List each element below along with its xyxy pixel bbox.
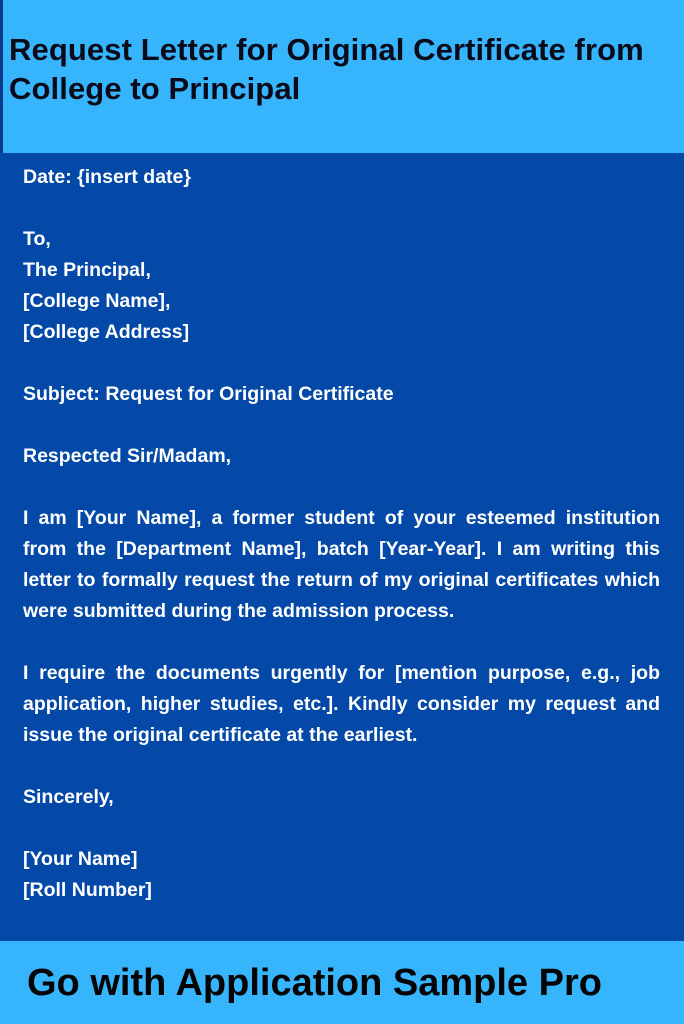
recipient-line: To, <box>23 228 51 250</box>
letter-paragraph: I require the documents urgently for [mention purpose, e.g., job application, higher studies, etc.]. Kindly consider my request and issue the original certificate at the earliest. <box>23 662 660 746</box>
letter-body <box>23 162 660 906</box>
page-title: Request Letter for Original Certificate from College to Principal <box>9 32 644 106</box>
letter-subject: Subject: Request for Original Certificate <box>23 383 394 405</box>
letter-paragraph: I am [Your Name], a former student of your esteemed institution from the [Department Name], batch [Year-Year]. I am writing this letter to formally request the return of my original certificates which were submitted during the admission process. <box>23 507 660 622</box>
letter-closing: Sincerely, <box>23 786 114 808</box>
recipient-line: The Principal, <box>23 259 151 281</box>
signature-line: [Your Name] <box>23 848 138 870</box>
recipient-line: [College Name], <box>23 290 171 312</box>
signature-line: [Roll Number] <box>23 879 152 901</box>
letter-date: Date: {insert date} <box>23 166 191 188</box>
recipient-line: [College Address] <box>23 321 190 343</box>
letter-salutation: Respected Sir/Madam, <box>23 445 232 467</box>
footer-banner <box>0 941 684 1024</box>
header-banner <box>0 0 684 153</box>
footer-brand-text: Go with Application Sample Pro <box>27 962 602 1004</box>
